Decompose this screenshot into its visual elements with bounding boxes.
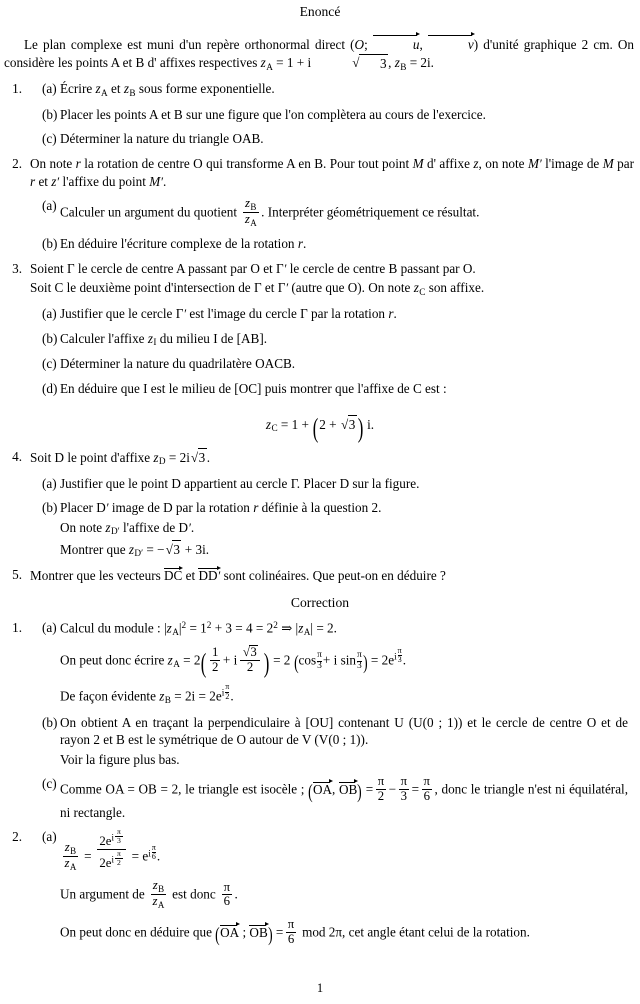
question-1c-label: (c) — [42, 131, 57, 147]
q2a-denz: z — [244, 212, 250, 227]
c2a2-t3: . — [234, 887, 238, 903]
q1a-t3: sous forme exponentielle. — [135, 81, 275, 97]
c2a2-t2: est donc — [168, 887, 220, 903]
correction-1-body — [30, 619, 640, 822]
q5-t1: Montrer que les vecteurs — [30, 568, 165, 584]
q2-z: z — [473, 155, 479, 171]
question-3b-text — [60, 330, 634, 349]
question-2 — [0, 148, 640, 253]
question-4-body — [30, 448, 640, 559]
c1c-t1: Comme OA = OB = 2, le triangle est isocèle ; — [60, 781, 309, 797]
c1a2-eq3: = 2e — [370, 652, 395, 668]
c1a-line-1 — [60, 619, 628, 638]
q4b1-t2: image de D par la rotation — [108, 500, 254, 516]
correction-1a-label: (a) — [42, 619, 57, 635]
eq-zc-z: z — [265, 416, 272, 432]
c2a1-eq1: = — [84, 849, 92, 865]
question-4a — [30, 468, 634, 493]
question-3 — [0, 253, 640, 398]
c2a1-eq2: = e — [131, 849, 149, 865]
q1a-sub-a: A — [101, 87, 108, 98]
q2-t7: et — [35, 173, 52, 189]
c1a2-sub: A — [173, 658, 180, 669]
q2-M2: M — [602, 155, 614, 171]
q4b3-t2: = − — [143, 541, 165, 557]
q3b-t2: du milieu I de [AB]. — [156, 330, 268, 346]
correction-1b — [30, 707, 634, 769]
q4b2-t2: l'affixe de D — [119, 519, 189, 535]
intro-text-1: Le plan complexe est muni d'un repère orthonormal direct ( — [24, 36, 355, 52]
question-5-number: 5. — [12, 567, 22, 583]
correction-1b-label: (b) — [42, 714, 58, 730]
question-1b-label: (b) — [42, 106, 58, 122]
frac-zb-za-2: $\frac{z_B}{z_A}$ — [64, 840, 77, 872]
question-2-subitems — [30, 190, 634, 253]
question-4b — [30, 492, 634, 559]
q2-t2: la rotation de centre O qui transforme A en B. Pour tout point — [80, 155, 413, 171]
frac-pi-6-c: $\frac{\pi}{6}$ — [287, 917, 295, 947]
c2a3-t1: On peut donc en déduire que — [60, 924, 216, 940]
q5-t3: sont colinéaires. Que peut-on en déduire ? — [220, 568, 446, 584]
vector-ddprime: DD′ — [198, 566, 220, 585]
c1a2-cos: cos — [298, 652, 317, 668]
q4b1-r: r — [253, 500, 259, 516]
q4b-line-3 — [60, 538, 628, 560]
question-3c — [30, 348, 634, 373]
c1a1-z: z — [166, 620, 172, 636]
c1a1-supc: 2 — [273, 619, 278, 630]
correction-list — [0, 612, 640, 948]
q4b-line-2 — [60, 517, 628, 538]
c1a2-isin: + i sin — [322, 652, 356, 668]
correction-1a — [30, 619, 634, 707]
frac-exponentials: 2ei $\frac{\pi}{3}$ 2ei $\frac{\pi}{2}$ — [97, 828, 125, 871]
enonce-question-list — [0, 73, 640, 585]
correction-1-number: 1. — [12, 619, 22, 635]
q3b-z: z — [147, 330, 153, 346]
correction-2 — [0, 821, 640, 947]
q4b1-prime: ′ — [105, 501, 109, 516]
question-4b-label: (b) — [42, 500, 58, 516]
exponent-i-pi-3: i $\frac{\pi}{3}$ — [394, 645, 402, 665]
q4b3-t3: + 3i. — [181, 541, 210, 557]
q2a-t1: Calculer un argument du quotient — [60, 204, 241, 220]
question-3d-label: (d) — [42, 381, 58, 396]
frac-pi-3b: $\frac{\pi}{3}$ — [357, 649, 362, 671]
c1b-line-2: Voir la figure plus bas. — [60, 751, 180, 767]
c1a2-plusi: + i — [222, 652, 238, 668]
sqrt-three-zd: √3 — [190, 449, 206, 466]
question-4 — [0, 443, 640, 559]
question-3-body — [30, 260, 640, 398]
q2-t1: On note — [30, 155, 76, 171]
q4-t3: . — [206, 449, 211, 465]
q2-prime3: ′ — [160, 174, 163, 189]
c1b-line-1: On obtient A en traçant la perpendiculaire à [OU] contenant U (U(0 ; 1)) et le cercle de centre O et de rayon 2 et B est le symétrique de O autour de V (V(0 ; 1)). — [60, 714, 628, 748]
question-4-number: 4. — [12, 448, 22, 464]
question-1c — [30, 123, 634, 148]
correction-2-number: 2. — [12, 829, 22, 845]
q1a-t1: Écrire — [60, 81, 96, 97]
question-5-body — [30, 566, 640, 585]
question-2-body — [30, 155, 640, 253]
q4b2-t1: On note — [60, 519, 106, 535]
question-3-line-1 — [30, 260, 634, 278]
intro-paragraph — [0, 21, 640, 73]
q2a-densub: A — [250, 217, 257, 228]
c1c-eq2: = — [411, 781, 420, 797]
q4b2-z: z — [105, 519, 111, 535]
question-1c-text: Déterminer la nature du triangle OAB. — [60, 131, 264, 147]
c2a3-eq: = — [275, 924, 284, 940]
correction-2a-label: (a) — [42, 829, 57, 845]
correction-1 — [0, 612, 640, 822]
intro-semicolon: ; — [364, 36, 368, 52]
q2-t8: l'affixe du point — [59, 173, 150, 189]
c1a1-t6: | = 2. — [310, 620, 337, 636]
z-symbol-b: z — [394, 55, 400, 71]
c1a1-sub2: A — [303, 626, 311, 637]
q5-t2: et — [182, 568, 199, 584]
q2-t5: l'image de — [541, 155, 603, 171]
question-2b — [30, 228, 634, 253]
q2-t6: par — [613, 155, 634, 171]
z-subscript-a: A — [266, 61, 273, 72]
correction-1c — [30, 768, 634, 821]
question-3d-text — [60, 380, 634, 398]
q2-t4: , on note — [478, 155, 528, 171]
question-2-number: 2. — [12, 155, 22, 171]
correction-1-subitems — [30, 619, 634, 822]
question-4-subitems — [30, 468, 634, 560]
q2a-t2: . Interpréter géométriquement ce résultat. — [261, 204, 480, 220]
question-3d — [30, 373, 634, 398]
question-1a — [30, 80, 634, 99]
c1a3-t2: = 2i = 2e — [170, 688, 222, 704]
q3l2-t2: (autre que O). On note — [288, 280, 414, 296]
q3l2-subc: C — [419, 286, 426, 297]
q2-M3: M — [149, 173, 161, 189]
question-2a — [30, 190, 634, 228]
q4b2-t3: . — [190, 519, 195, 535]
c2a-line-2 — [60, 872, 628, 910]
c2a-line-1 — [60, 828, 628, 872]
q4-subd: D — [158, 456, 166, 467]
c1c-comma: , — [332, 781, 336, 797]
sqrt-three: √ 3 — [352, 55, 387, 71]
exponent-i-pi-6: i $\frac{\pi}{6}$ — [148, 842, 156, 861]
z-symbol: z — [260, 55, 266, 71]
question-1a-label: (a) — [42, 81, 57, 97]
q3l2-t1: Soit C le deuxième point d'intersection de Γ et Γ — [30, 280, 286, 296]
correction-2-subitems — [30, 828, 634, 947]
c2a2-t1: Un argument de — [60, 887, 149, 903]
vector-ob-2: OB — [249, 923, 267, 942]
q3l2-prime: ′ — [285, 281, 289, 296]
q4-z: z — [153, 449, 159, 465]
question-1b — [30, 99, 634, 124]
q2-t3: d' affixe — [423, 155, 474, 171]
question-3c-label: (c) — [42, 356, 57, 372]
q1a-sub-b: B — [129, 87, 136, 98]
q2a-numz: z — [245, 196, 251, 211]
question-4b-text — [60, 499, 634, 559]
question-3a-text — [60, 305, 634, 323]
q4b2-prime2: ′ — [188, 520, 191, 535]
c1a3-sub: B — [164, 695, 171, 706]
frac-pi-6: $\frac{\pi}{6}$ — [423, 774, 431, 803]
vector-oa: OA — [313, 780, 332, 799]
question-1-subitems — [30, 80, 634, 148]
q2b-r: r — [297, 236, 303, 252]
correction-2a — [30, 828, 634, 947]
q2-r2: r — [30, 173, 36, 189]
origin-label: O — [354, 36, 365, 52]
q4b3-z: z — [128, 541, 134, 557]
frac-pi-3: $\frac{\pi}{3}$ — [400, 774, 408, 803]
q4-t1: Soit D le point d'affixe — [30, 449, 154, 465]
equation-zc: $z_C = 1 + (2 + √3)$ i. — [265, 412, 375, 443]
question-3-subitems — [30, 298, 634, 397]
sqrt-three-zdp: √3 — [165, 541, 180, 557]
q3a-t3: . — [393, 306, 397, 322]
frac-zb-za-3: $\frac{z_B}{z_A}$ — [152, 878, 165, 910]
c1a-line-3 — [60, 674, 628, 706]
intro-text-2: ) d'unité graphique 2 cm. On considère les points A et B d' affixes respectives — [4, 36, 635, 71]
c1a1-sub: A — [172, 626, 179, 637]
question-3b — [30, 323, 634, 349]
fraction-zb-za — [243, 197, 259, 228]
c1a1-t4: + 3 = 4 = 2 — [211, 620, 274, 636]
q2-Mp: M — [527, 155, 539, 171]
eq-zc-eq: = 1 + — [280, 416, 309, 432]
eq-zc-two: 2 + — [319, 416, 337, 432]
q2-zp: z — [51, 173, 57, 189]
za-value: = 1 + i — [276, 55, 312, 71]
correction-1c-label: (c) — [42, 776, 57, 792]
vector-u: u — [373, 34, 420, 54]
q2-prime1: ′ — [538, 156, 542, 171]
c1a1-t2: | — [178, 620, 182, 636]
q3d-t: En déduire que I est le milieu de [OC] puis montrer que l'affixe de C est : — [60, 381, 447, 396]
eq-zc-sub: C — [271, 422, 278, 433]
q2-t9: . — [162, 173, 167, 189]
vector-v: v — [428, 34, 474, 54]
q4b3-subdp: D′ — [134, 547, 144, 558]
q3a-t1: Justifier que le cercle Γ — [60, 306, 184, 322]
frac-pi-2: $\frac{\pi}{2}$ — [377, 774, 385, 803]
vector-dc: DC — [164, 566, 182, 585]
c1a1-supb: 2 — [206, 619, 212, 630]
sqrt-three-frac: √3 — [242, 644, 257, 660]
q2b-t1: En déduire l'écriture complexe de la rotation — [60, 236, 298, 252]
q1a-z1: z — [95, 81, 101, 97]
q2-prime2: ′ — [56, 174, 60, 189]
question-2-intro — [30, 155, 634, 190]
correction-1c-text: Comme OA = OB = 2, le triangle est isocèle ; ( OA, OB) = $\frac{\pi}{2}$ − $\frac{\pi}{3}$ = $\frac{\pi}{6}$ , donc le triangle n'est ni équilatéral, ni rectangle. — [60, 774, 629, 820]
c2a3-sep: ; — [242, 924, 247, 940]
exponent-i-pi-2: i $\frac{\pi}{2}$ — [221, 682, 230, 701]
frac-pi-6-b: $\frac{\pi}{6}$ — [223, 879, 231, 909]
c1a2-z: z — [167, 652, 173, 668]
q3b-t1: Calculer l'affixe — [60, 330, 148, 346]
question-4a-text: Justifier que le point D appartient au cercle Γ. Placer D sur la figure. — [60, 475, 420, 491]
frac-pi-3a: $\frac{\pi}{3}$ — [317, 649, 322, 671]
z-subscript-b: B — [400, 61, 407, 72]
correction-2-body — [30, 828, 640, 947]
q4b-line-1 — [60, 499, 628, 517]
question-3a-label: (a) — [42, 306, 57, 322]
question-3-number: 3. — [12, 260, 22, 276]
fraction-one-half: $\frac{1}{2}$ — [212, 644, 219, 674]
q4b1-t1: Placer D — [60, 500, 106, 516]
c1a1-t5: ⇒ | — [277, 620, 299, 636]
correction-1b-text — [60, 714, 634, 769]
q2a-numsub: B — [250, 201, 257, 212]
zb-value: = 2i. — [409, 55, 434, 71]
c1a-line-2: On peut donc écrire $z_A = 2$( $\frac{1}{2}$ + i $\frac{√3}{2}$ ) = 2 (cos $\frac{\pi}{3}$ + i sin $\frac{\pi}{3}$ ) = 2ei $\frac{\pi}{3}$ . — [60, 644, 406, 679]
correction-heading: Correction — [290, 594, 350, 610]
q3l2-z: z — [413, 280, 419, 296]
q2b-t2: . — [302, 236, 307, 252]
question-2a-label: (a) — [42, 198, 57, 214]
c1a1-t3: = 1 — [186, 620, 207, 636]
c1a2-t2: = 2 — [179, 652, 201, 668]
c2a1-period: . — [156, 849, 161, 865]
enonce-heading: Enoncé — [299, 4, 341, 19]
question-3c-text: Déterminer la nature du quadrilatère OACB. — [60, 356, 296, 372]
correction-2a-text — [60, 828, 634, 947]
question-3a — [30, 298, 634, 323]
q3l1-prime: ′ — [283, 261, 287, 276]
q4b2-subdp: D′ — [110, 526, 120, 537]
q3a-prime: ′ — [183, 307, 187, 322]
intro-comma-2: , — [388, 55, 392, 71]
c1c-minus: − — [388, 781, 397, 797]
q1a-t2: et — [107, 81, 124, 97]
question-4a-label: (a) — [42, 475, 57, 491]
q2-r1: r — [75, 155, 81, 171]
question-2b-text — [60, 235, 634, 253]
c1a1-t1: Calcul du module : | — [60, 620, 167, 636]
q3b-subi: I — [153, 337, 157, 348]
q4-t2: = 2i — [165, 449, 190, 465]
q2-M1: M — [412, 155, 424, 171]
correction-1a-text — [60, 619, 634, 707]
q3a-t2: est l'image du cercle Γ par la rotation — [186, 306, 389, 322]
question-3-line-2 — [30, 277, 634, 298]
question-1-body — [30, 80, 640, 148]
c1a2-eq2: = 2 — [273, 652, 291, 668]
intro-comma: , — [419, 36, 423, 52]
eq-zc-i: i. — [367, 416, 375, 432]
q3l2-t3: son affixe. — [425, 280, 485, 296]
q3l1-t2: le cercle de centre B passant par O. — [286, 260, 476, 276]
c2a3-t2: mod 2π, cet angle étant celui de la rotation. — [298, 924, 530, 940]
question-1 — [0, 73, 640, 148]
question-1a-text — [60, 80, 634, 99]
c2a-line-3: On peut donc en déduire que ( OA ; OB) = $\frac{\pi}{6}$ mod 2π, cet angle étant celui de la rotation. — [60, 917, 530, 947]
sqrt-three-zc: √3 — [340, 416, 356, 433]
vector-ob: OB — [339, 780, 357, 799]
c1c-eq1: = — [365, 781, 374, 797]
fraction-sqrt3-half: $\frac{√3}{2}$ — [240, 645, 260, 675]
question-2b-label: (b) — [42, 236, 58, 252]
q3l1-t1: Soient Γ le cercle de centre A passant par O et Γ — [30, 260, 284, 276]
q4b1-t3: définie à la question 2. — [258, 500, 382, 516]
question-4-intro — [30, 448, 634, 468]
c1a1-sup: 2 — [181, 619, 187, 630]
page-number: 1 — [316, 980, 324, 995]
question-1b-text: Placer les points A et B sur une figure que l'on complètera au cours de l'exercice. — [60, 106, 486, 122]
question-2a-text — [60, 197, 634, 228]
c1c-t2: , donc le triangle n'est ni équilatéral, ni rectangle. — [60, 781, 629, 820]
question-3b-label: (b) — [42, 330, 58, 346]
c1a3-t1: De façon évidente — [60, 688, 160, 704]
c1a1-z2: z — [298, 620, 304, 636]
c1a3-z: z — [159, 688, 165, 704]
c1a2-t1: On peut donc écrire — [60, 652, 168, 668]
q4b3-t1: Montrer que — [60, 541, 129, 557]
q3a-r: r — [388, 306, 394, 322]
vector-oa-2: OA — [220, 923, 239, 942]
c1a3-t3: . — [230, 688, 234, 704]
q1a-z2: z — [123, 81, 129, 97]
question-1-number: 1. — [12, 81, 22, 97]
c1a2-period: . — [402, 652, 406, 668]
question-5 — [0, 559, 640, 585]
